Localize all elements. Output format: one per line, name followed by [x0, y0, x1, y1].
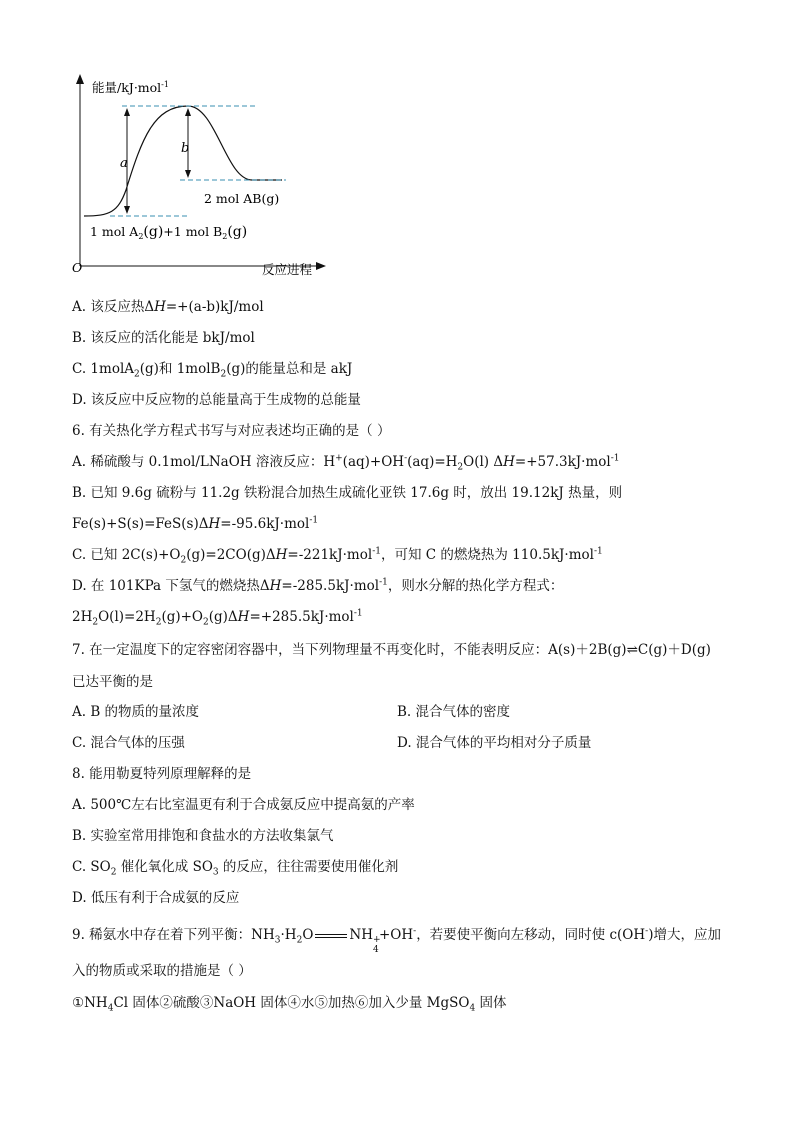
q6-option-d-line1: D. 在 101KPa 下氢气的燃烧热ΔH=-285.5kJ·mol$^{-1}$，则水分解的热化学方程式：	[72, 577, 564, 594]
label-b: b	[181, 141, 190, 156]
arrow-b-head-down	[185, 170, 191, 178]
q7-option-b: B. 混合气体的密度	[397, 704, 511, 720]
q9-stem-line1: 9. 稀氨水中存在着下列平衡：$NH_3\cdot H_2O$ NH + 4 +OH-，若要使平衡向左移动，同时使 c(OH-)增大，应加	[72, 926, 721, 955]
q6-option-c: C. 已知 $2C(s)+O_2(g)=2CO(g)\Delta H=-221kJ\cdot mol^{-1}$，可知 C 的燃烧热为 110.5kJ·mol$^{-1}$	[72, 546, 603, 566]
q8-option-a: A. 500℃左右比室温更有利于合成氨反应中提高氨的产率	[72, 797, 415, 813]
equilibrium-arrow-icon	[313, 930, 349, 942]
q7-stem-line1: 7. 在一定温度下的定容密闭容器中，当下列物理量不再变化时，不能表明反应：A(s)＋2B(g)⇌C(g)＋D(g)	[72, 642, 711, 658]
q8-option-b: B. 实验室常用排饱和食盐水的方法收集氯气	[72, 828, 334, 844]
q6-option-b-line1: B. 已知 9.6g 硫粉与 11.2g 铁粉混合加热生成硫化亚铁 17.6g 时，放出 19.12kJ 热量，则	[72, 485, 623, 501]
q5-option-c: C. 1molA$_2$(g)和 1molB$_2$(g)的能量总和是 akJ	[72, 361, 353, 380]
q7-option-d: D. 混合气体的平均相对分子质量	[397, 735, 592, 751]
q5-option-a: A. 该反应热ΔH=+(a-b)kJ/mol	[72, 299, 264, 315]
q6-stem: 6. 有关热化学方程式书写与对应表述均正确的是（ ）	[72, 423, 391, 439]
x-axis-label: 反应进程	[262, 262, 313, 277]
q9-choices: $①NH_4Cl$ 固体②硫酸③NaOH 固体④水⑤加热⑥加入少量 MgSO$_4$ 固体	[72, 995, 507, 1014]
q5-option-d: D. 该反应中反应物的总能量高于生成物的总能量	[72, 392, 361, 408]
y-axis-label: 能量/kJ·mol$^{-1}$	[92, 80, 169, 95]
q6-option-b-line2: Fe(s)+S(s)=FeS(s)ΔH=-95.6kJ·mol$^{-1}$	[72, 515, 319, 532]
q5-option-b: B. 该反应的活化能是 bkJ/mol	[72, 330, 255, 346]
q9-stem-line2: 入的物质或采取的措施是（ ）	[72, 963, 252, 979]
product-label: 2 mol AB(g)	[204, 191, 280, 206]
reactant-label: 1 mol $A_2(g)+1$ mol $B_2(g)$	[90, 224, 248, 241]
arrow-b-head-up	[185, 108, 191, 116]
q8-option-d: D. 低压有利于合成氨的反应	[72, 890, 240, 906]
arrow-a-head-down	[124, 206, 130, 214]
q6-option-a: A. 稀硫酸与 0.1mol/LNaOH 溶液反应：$H^+(aq)+OH^-(aq)=H_2O(l)$ ΔH=+57.3kJ·mol$^{-1}$	[72, 453, 620, 473]
energy-diagram	[70, 70, 330, 280]
q6-option-d-line2: $2H_2O(l)=2H_2(g)+O_2(g)\Delta H=+285.5kJ\cdot mol^{-1}$	[72, 608, 363, 628]
q8-option-c: C. $SO_2$ 催化氧化成 $SO_3$ 的反应，往往需要使用催化剂	[72, 859, 399, 878]
q7-stem-line2: 已达平衡的是	[72, 674, 153, 690]
origin-label: O	[72, 260, 83, 275]
q7-option-a: A. B 的物质的量浓度	[72, 704, 200, 720]
x-axis-arrow	[316, 262, 326, 270]
q7-option-c: C. 混合气体的压强	[72, 735, 185, 751]
q8-stem: 8. 能用勒夏特列原理解释的是	[72, 766, 252, 782]
y-axis-arrow	[76, 74, 84, 84]
arrow-a-head-up	[124, 108, 130, 116]
label-a: a	[120, 156, 128, 171]
